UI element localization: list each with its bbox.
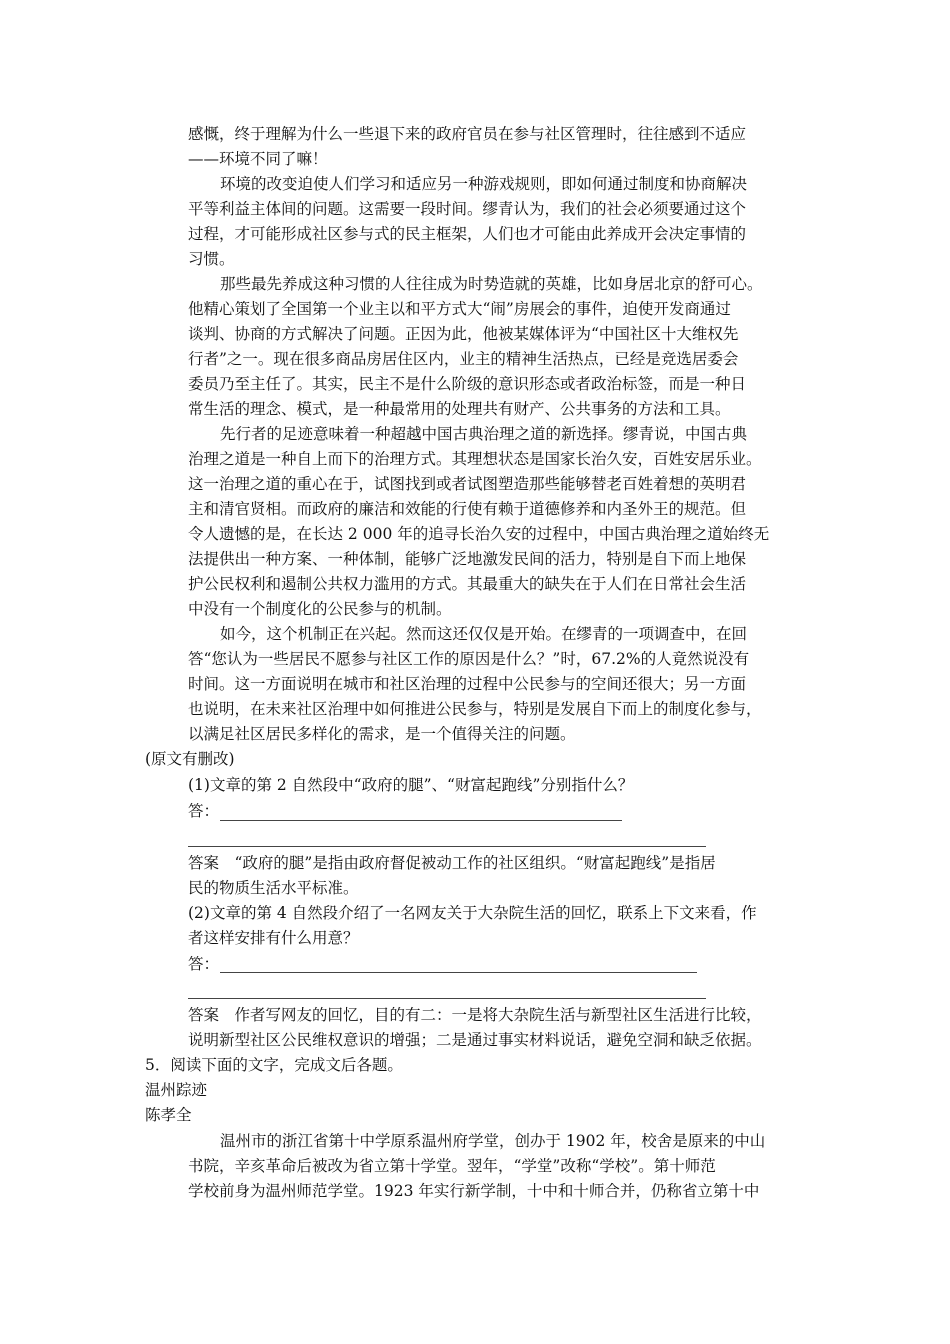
article-title: 温州踪迹: [145, 1081, 208, 1099]
answer-prompt-1: 答：: [188, 802, 220, 820]
question-2: (2)文章的第 4 自然段介绍了一名网友关于大杂院生活的回忆，联系上下文来看，作: [188, 904, 757, 922]
source-note: (原文有删改): [145, 750, 235, 768]
text-line: 学校前身为温州师范学堂。1923 年实行新学制，十中和十师合并，仍称省立第十中: [188, 1182, 760, 1200]
text-line: 感慨，终于理解为什么一些退下来的政府官员在参与社区管理时，往往感到不适应: [188, 125, 747, 143]
text-line: 常生活的理念、模式，是一种最常用的处理共有财产、公共事务的方法和工具。: [188, 400, 731, 418]
question-1: (1)文章的第 2 自然段中“政府的腿”、“财富起跑线”分别指什么？: [188, 776, 634, 794]
section-5-instruction: 5．阅读下面的文字，完成文后各题。: [145, 1056, 403, 1074]
text-line: 那些最先养成这种习惯的人往往成为时势造就的英雄，比如身居北京的舒可心。: [220, 275, 763, 293]
text-line: ——环境不同了嘛！: [188, 150, 328, 168]
answer-blank-line: [188, 998, 706, 999]
question-2: 者这样安排有什么用意？: [188, 929, 359, 947]
text-line: 行者”之一。现在很多商品房居住区内，业主的精神生活热点，已经是竞选居委会: [188, 350, 739, 368]
text-line: 治理之道是一种自上而下的治理方式。其理想状态是国家长治久安，百姓安居乐业。: [188, 450, 762, 468]
answer-blank-line: [220, 972, 697, 973]
text-line: 习惯。: [188, 250, 235, 268]
text-line: 护公民权利和遏制公共权力滥用的方式。其最重大的缺失在于人们在日常社会生活: [188, 575, 747, 593]
text-line: 法提供出一种方案、一种体制，能够广泛地激发民间的活力，特别是自下而上地保: [188, 550, 747, 568]
answer-1-line: 答案 “政府的腿”是指由政府督促被动工作的社区组织。“财富起跑线”是指居: [188, 854, 716, 872]
text-line: 他精心策划了全国第一个业主以和平方式大“闹”房展会的事件，迫使开发商通过: [188, 300, 731, 318]
text-line: 以满足社区居民多样化的需求，是一个值得关注的问题。: [188, 725, 576, 743]
text-line: 书院，辛亥革命后被改为省立第十学堂。翌年，“学堂”改称“学校”。第十师范: [188, 1157, 716, 1175]
text-line: 先行者的足迹意味着一种超越中国古典治理之道的新选择。缪青说，中国古典: [220, 425, 748, 443]
text-line: 温州市的浙江省第十中学原系温州府学堂，创办于 1902 年，校舍是原来的中山: [220, 1132, 766, 1150]
text-line: 环境的改变迫使人们学习和适应另一种游戏规则，即如何通过制度和协商解决: [220, 175, 748, 193]
text-line: 中没有一个制度化的公民参与的机制。: [188, 600, 452, 618]
text-line: 这一治理之道的重心在于，试图找到或者试图塑造那些能够替老百姓着想的英明君: [188, 475, 747, 493]
text-line: 过程，才可能形成社区参与式的民主框架，人们也才可能由此养成开会决定事情的: [188, 225, 747, 243]
text-line: 令人遗憾的是，在长达 2 000 年的追寻长治久安的过程中，中国古典治理之道始终无: [188, 525, 770, 543]
answer-1-line: 民的物质生活水平标准。: [188, 879, 359, 897]
text-line: 主和清官贤相。而政府的廉洁和效能的行使有赖于道德修养和内圣外王的规范。但: [188, 500, 747, 518]
answer-blank-line: [188, 846, 706, 847]
text-line: 时间。这一方面说明在城市和社区治理的过程中公民参与的空间还很大；另一方面: [188, 675, 747, 693]
text-line: 也说明，在未来社区治理中如何推进公民参与，特别是发展自下而上的制度化参与，: [188, 700, 762, 718]
text-line: 平等利益主体间的问题。这需要一段时间。缪青认为，我们的社会必须要通过这个: [188, 200, 747, 218]
text-line: 如今，这个机制正在兴起。然而这还仅仅是开始。在缪青的一项调查中，在回: [220, 625, 748, 643]
article-author: 陈孝全: [145, 1106, 192, 1124]
answer-2-line: 说明新型社区公民维权意识的增强；二是通过事实材料说话，避免空洞和缺乏依据。: [188, 1031, 762, 1049]
answer-2-line: 答案 作者写网友的回忆，目的有二：一是将大杂院生活与新型社区生活进行比较，: [188, 1006, 762, 1024]
text-line: 答“您认为一些居民不愿参与社区工作的原因是什么？”时，67.2%的人竟然说没有: [188, 650, 750, 668]
text-line: 谈判、协商的方式解决了问题。正因为此，他被某媒体评为“中国社区十大维权先: [188, 325, 739, 343]
answer-blank-line: [220, 820, 622, 821]
answer-prompt-2: 答：: [188, 955, 220, 973]
text-line: 委员乃至主任了。其实，民主不是什么阶级的意识形态或者政治标签，而是一种日: [188, 375, 747, 393]
